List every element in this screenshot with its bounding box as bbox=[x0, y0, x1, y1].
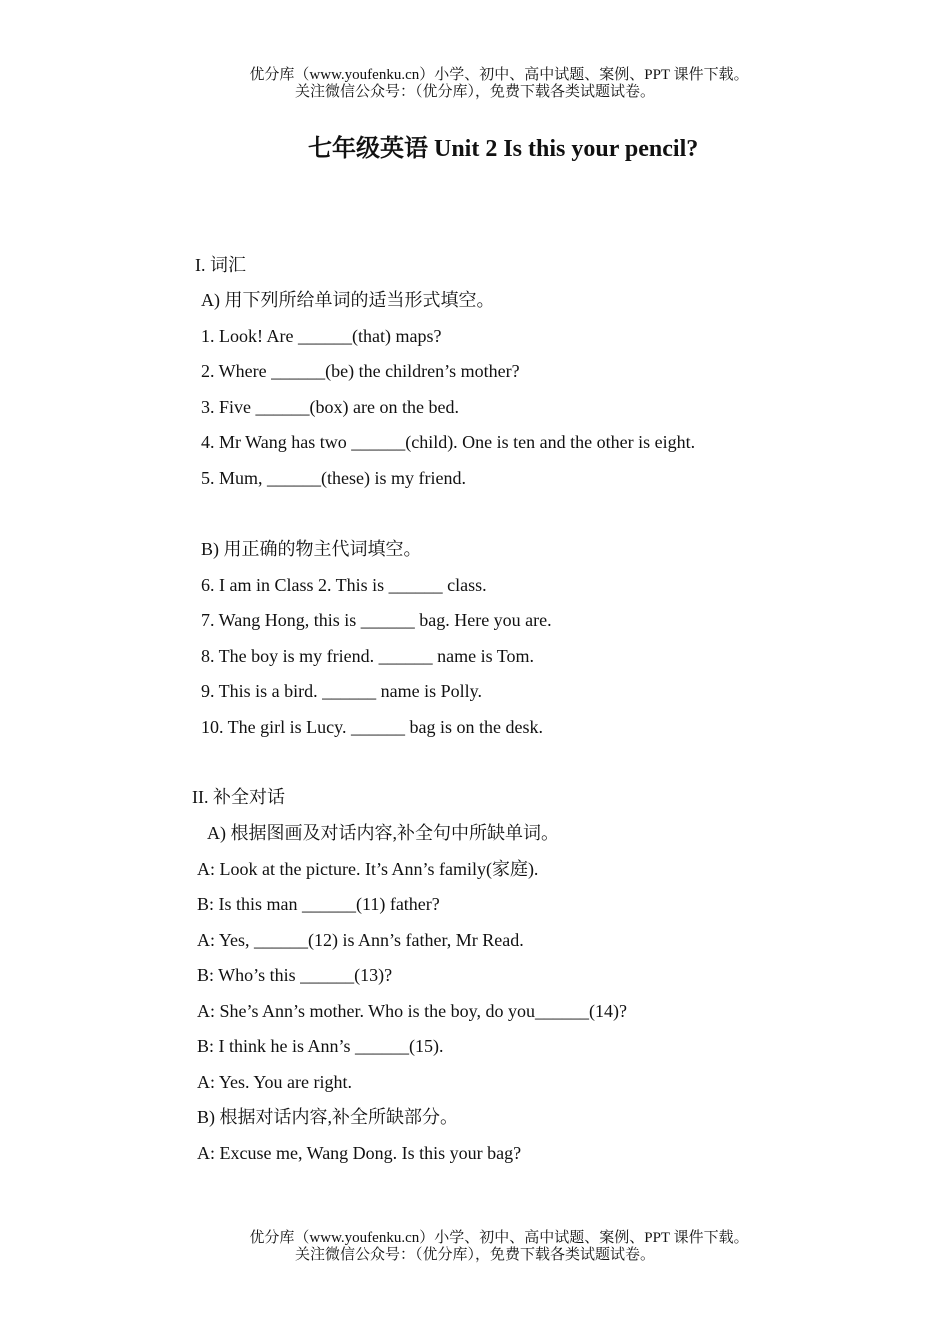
dialogue-line: B: Is this man ______(11) father? bbox=[197, 894, 440, 914]
question-item: 1. Look! Are ______(that) maps? bbox=[201, 326, 442, 346]
page-footer bbox=[0, 1230, 950, 1264]
dialogue-line: A: She’s Ann’s mother. Who is the boy, do you______(14)? bbox=[197, 1001, 627, 1021]
page-header bbox=[0, 67, 950, 101]
question-item: 2. Where ______(be) the children’s mother? bbox=[201, 361, 520, 381]
question-item: 9. This is a bird. ______ name is Polly. bbox=[201, 681, 482, 701]
question-item: 6. I am in Class 2. This is ______ class. bbox=[201, 575, 487, 595]
question-item: 5. Mum, ______(these) is my friend. bbox=[201, 468, 466, 488]
dialogue-line: B: I think he is Ann’s ______(15). bbox=[197, 1036, 444, 1056]
question-item: 4. Mr Wang has two ______(child). One is ten and the other is eight. bbox=[201, 432, 696, 452]
footer-line-1: 优分库（www.youfenku.cn）小学、初中、高中试题、案例、PPT 课件下载。 bbox=[249, 1230, 749, 1246]
footer-line-2: 关注微信公众号：（优分库），免费下载各类试题试卷。 bbox=[294, 1247, 655, 1263]
header-line-1: 优分库（www.youfenku.cn）小学、初中、高中试题、案例、PPT 课件下载。 bbox=[249, 67, 749, 83]
dialogue-line: A: Look at the picture. It’s Ann’s family(家庭). bbox=[197, 859, 539, 879]
section-2-part-a-instruction: A) 根据图画及对话内容,补全句中所缺单词。 bbox=[207, 823, 559, 843]
section-1-part-b-instruction: B) 用正确的物主代词填空。 bbox=[201, 539, 422, 559]
section-2-part-b-instruction: B) 根据对话内容,补全所缺部分。 bbox=[197, 1107, 458, 1127]
question-item: 8. The boy is my friend. ______ name is Tom. bbox=[201, 646, 535, 666]
header-line-2: 关注微信公众号：（优分库），免费下载各类试题试卷。 bbox=[294, 84, 655, 100]
question-item: 10. The girl is Lucy. ______ bag is on the desk. bbox=[201, 717, 543, 737]
dialogue-line: A: Yes, ______(12) is Ann’s father, Mr Read. bbox=[197, 930, 524, 950]
section-1-part-a-instruction: A) 用下列所给单词的适当形式填空。 bbox=[201, 290, 495, 310]
dialogue-line: A: Yes. You are right. bbox=[197, 1072, 353, 1092]
section-2-heading: II. 补全对话 bbox=[192, 787, 285, 807]
document-title: 七年级英语 Unit 2 Is this your pencil? bbox=[308, 136, 699, 162]
question-item: 3. Five ______(box) are on the bed. bbox=[201, 397, 459, 417]
question-item: 7. Wang Hong, this is ______ bag. Here you are. bbox=[201, 610, 552, 630]
section-1-heading: I. 词汇 bbox=[195, 255, 246, 275]
dialogue-line: A: Excuse me, Wang Dong. Is this your bag? bbox=[197, 1143, 522, 1163]
dialogue-line: B: Who’s this ______(13)? bbox=[197, 965, 393, 985]
